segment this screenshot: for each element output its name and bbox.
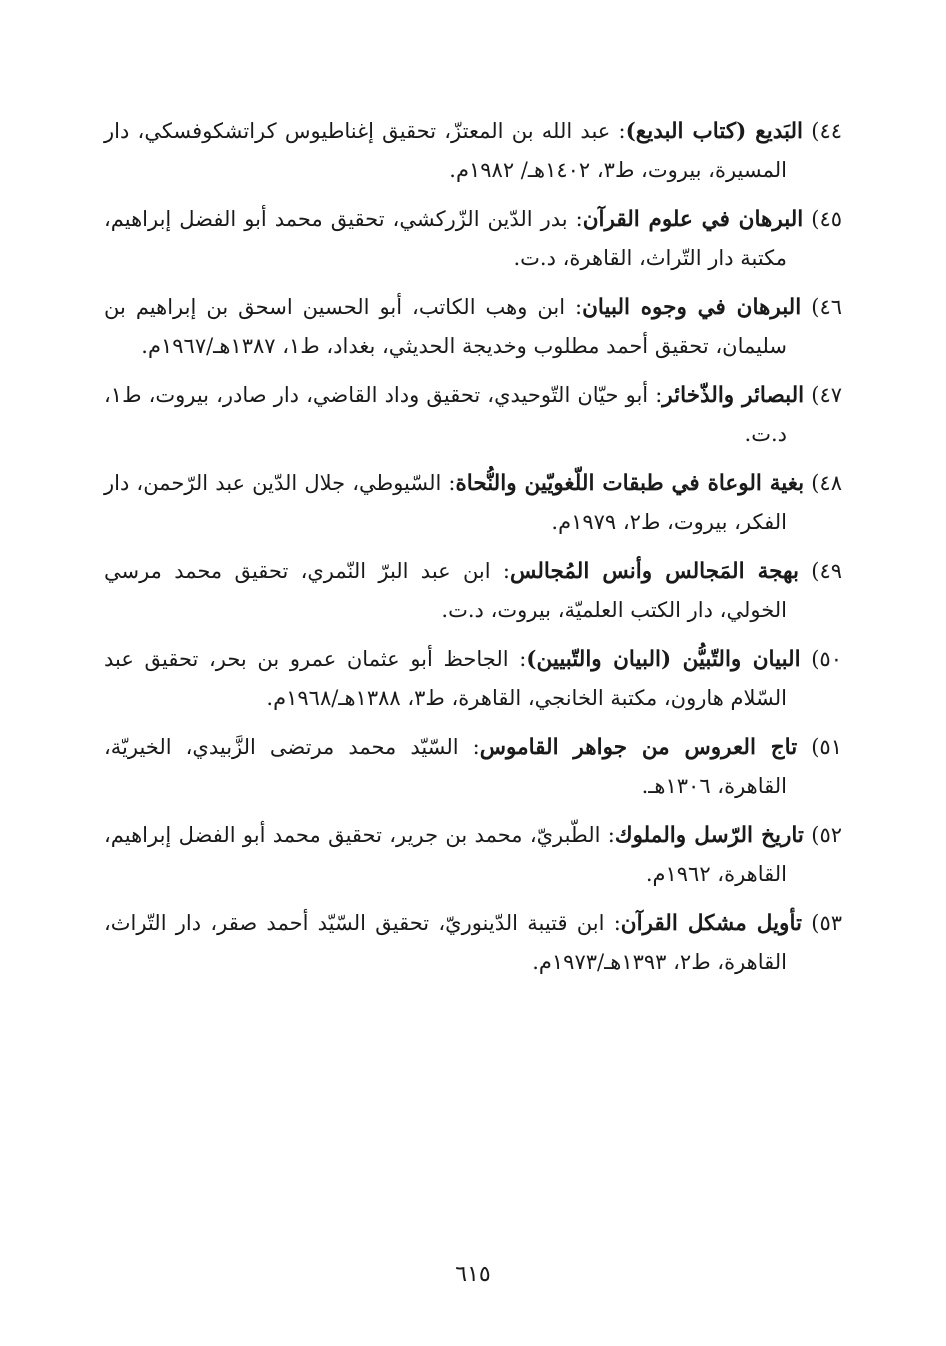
entry-number: ٤٤) <box>811 119 842 143</box>
bibliography-entry <box>104 112 842 189</box>
entry-title: بغية الوعاة في طبقات اللّغويّين والنُّحاة <box>455 471 805 496</box>
entry-title: البيان والتّبيُّن (البيان والتّبيين) <box>526 647 801 672</box>
entry-title: البرهان في وجوه البيان <box>582 295 802 320</box>
entry-body: : الجاحظ أبو عثمان عمرو بن بحر، تحقيق عبد السّلام هارون، مكتبة الخانجي، القاهرة، ط٣، ١٣٨٨هـ/١٩٦٨م. <box>104 647 787 710</box>
bibliography-entry <box>104 552 842 629</box>
entry-title: البصائر والذّخائر <box>662 383 805 408</box>
entry-number: ٥٢) <box>811 823 842 847</box>
entry-body: : السّيّد محمد مرتضى الزَّبيدي، الخيريّة، القاهرة، ١٣٠٦هـ. <box>104 735 787 798</box>
entry-title: البرهان في علوم القرآن <box>582 207 804 232</box>
bibliography-list <box>104 112 842 992</box>
entry-number: ٥٣) <box>811 911 842 935</box>
entry-body: : ابن قتيبة الدّينوريّ، تحقيق السّيّد أحمد صقر، دار التّراث، القاهرة، ط٢، ١٣٩٣هـ/١٩٧٣م. <box>104 911 787 974</box>
page-number: ٦١٥ <box>455 1262 491 1287</box>
entry-body: : السّيوطي، جلال الدّين عبد الرّحمن، دار الفكر، بيروت، ط٢، ١٩٧٩م. <box>104 471 787 534</box>
entry-number: ٤٩) <box>811 559 842 583</box>
bibliography-entry <box>104 904 842 981</box>
entry-body: : ابن وهب الكاتب، أبو الحسين اسحق بن إبراهيم بن سليمان، تحقيق أحمد مطلوب وخديجة الحديثي، بغداد، ط١، ١٣٨٧هـ/١٩٦٧م. <box>104 295 787 358</box>
entry-body: : ابن عبد البرّ النّمري، تحقيق محمد مرسي الخولي، دار الكتب العلميّة، بيروت، د.ت. <box>104 559 787 622</box>
entry-number: ٤٥) <box>811 207 842 231</box>
bibliography-entry <box>104 640 842 717</box>
entry-title: البَديع (كتاب البديع) <box>625 119 803 144</box>
entry-body: : عبد الله بن المعتزّ، تحقيق إغناطيوس كراتشكوفسكي، دار المسيرة، بيروت، ط٣، ١٤٠٢هـ/ ١٩٨٢م. <box>104 119 787 182</box>
entry-number: ٥٠) <box>811 647 842 671</box>
bibliography-entry <box>104 816 842 893</box>
entry-body: : أبو حيّان التّوحيدي، تحقيق وداد القاضي، دار صادر، بيروت، ط١، د.ت. <box>104 383 787 446</box>
entry-number: ٤٨) <box>811 471 842 495</box>
entry-number: ٤٧) <box>811 383 842 407</box>
bibliography-entry <box>104 376 842 453</box>
entry-body: : بدر الدّين الزّركشي، تحقيق محمد أبو الفضل إبراهيم، مكتبة دار التّراث، القاهرة، د.ت. <box>104 207 787 270</box>
entry-title: تاريخ الرّسل والملوك <box>614 823 804 848</box>
bibliography-entry <box>104 464 842 541</box>
entry-number: ٥١) <box>811 735 842 759</box>
entry-title: تأويل مشكل القرآن <box>620 911 802 936</box>
bibliography-entry <box>104 728 842 805</box>
bibliography-entry <box>104 200 842 277</box>
bibliography-entry <box>104 288 842 365</box>
entry-title: تاج العروس من جواهر القاموس <box>479 735 798 760</box>
entry-title: بهجة المَجالس وأنس المُجالس <box>509 559 799 584</box>
entry-body: : الطّبريّ، محمد بن جرير، تحقيق محمد أبو الفضل إبراهيم، القاهرة، ١٩٦٢م. <box>104 823 787 886</box>
entry-number: ٤٦) <box>811 295 842 319</box>
